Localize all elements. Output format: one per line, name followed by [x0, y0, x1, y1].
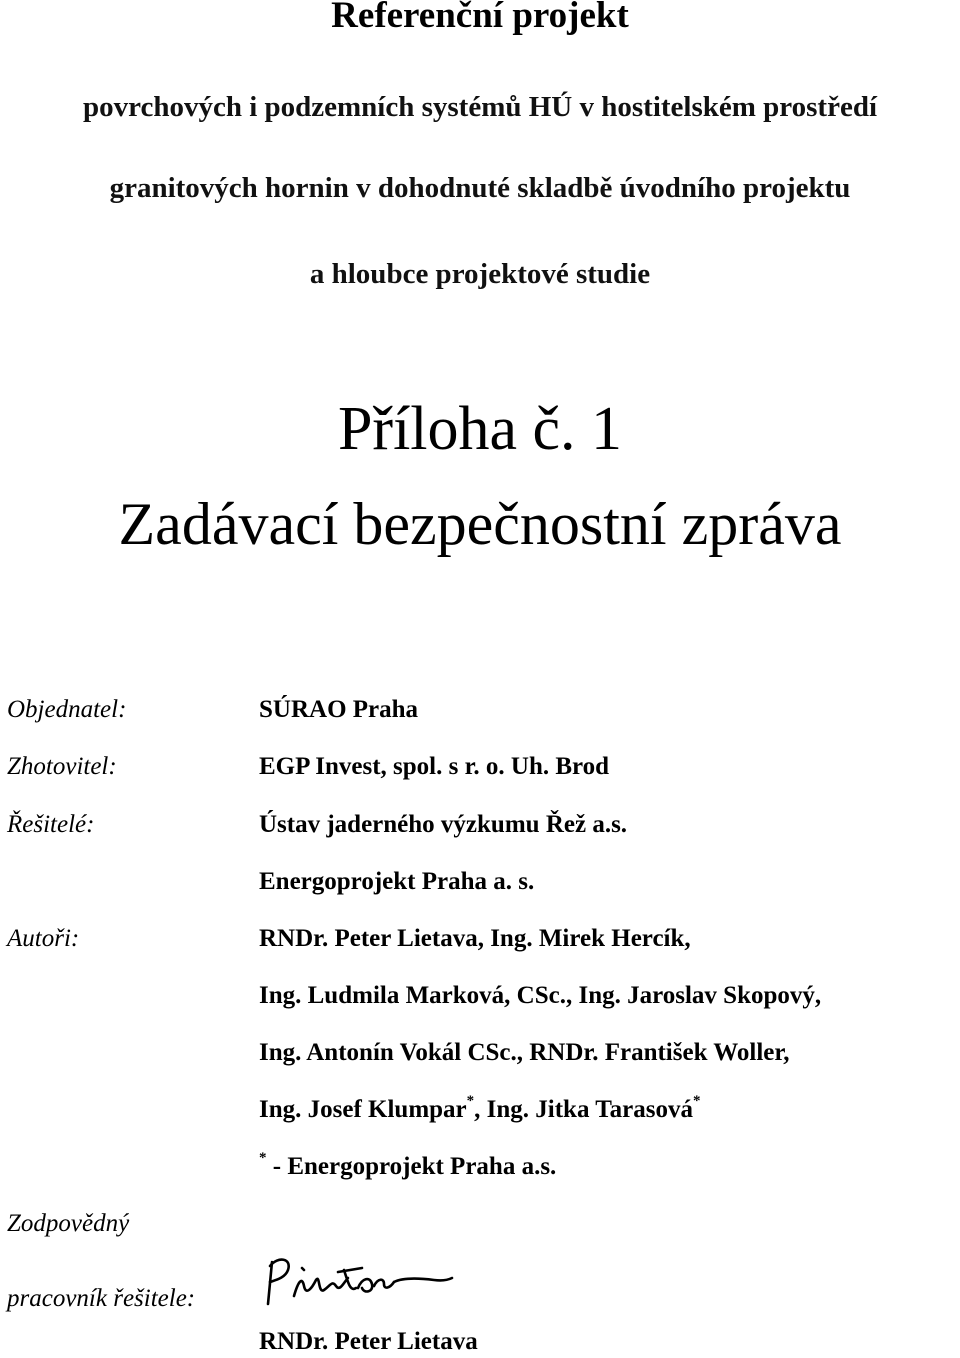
document-title: Referenční projekt: [331, 0, 629, 36]
authors-line: Ing. Antonín Vokál CSc., RNDr. František Woller,: [259, 1039, 790, 1066]
author-name: Ing. Josef Klumpar: [259, 1096, 467, 1123]
contractor-value: EGP Invest, spol. s r. o. Uh. Brod: [259, 753, 610, 780]
footnote-text: - Energoprojekt Praha a.s.: [266, 1153, 557, 1180]
signature-image: [258, 1252, 454, 1310]
footnote-mark: *: [466, 1092, 475, 1109]
client-value: SÚRAO Praha: [259, 696, 419, 723]
authors-line: RNDr. Peter Lietava, Ing. Mirek Hercík,: [259, 925, 691, 952]
authors-label: Autoři:: [7, 925, 80, 952]
footnote-mark: *: [259, 1149, 267, 1166]
responsible-label-line-1: Zodpovědný: [7, 1210, 130, 1237]
solver-item: Ústav jaderného výzkumu Řež a.s.: [259, 811, 628, 838]
solver-item: Energoprojekt Praha a. s.: [259, 868, 535, 895]
responsible-name: RNDr. Peter Lietava: [259, 1328, 478, 1355]
authors-line: [259, 1094, 700, 1126]
authors-line: Ing. Ludmila Marková, CSc., Ing. Jaroslav Skopový,: [259, 982, 822, 1009]
footnote-mark: *: [692, 1092, 701, 1109]
report-title: Zadávací bezpečnostní zpráva: [118, 491, 842, 557]
responsible-label-line-2: pracovník řešitele:: [7, 1285, 196, 1312]
subtitle-line-2: granitových hornin v dohodnuté skladbě úvodního projektu: [109, 172, 851, 204]
solvers-label: Řešitelé:: [7, 811, 95, 838]
appendix-label: Příloha č. 1: [337, 395, 623, 463]
author-name: , Ing. Jitka Tarasová: [474, 1096, 693, 1123]
subtitle-line-1: povrchových i podzemních systémů HÚ v hostitelském prostředí: [82, 91, 878, 123]
contractor-label: Zhotovitel:: [7, 753, 117, 780]
footnote: [259, 1151, 556, 1183]
client-label: Objednatel:: [7, 696, 127, 723]
subtitle-line-3: a hloubce projektové studie: [309, 258, 651, 290]
